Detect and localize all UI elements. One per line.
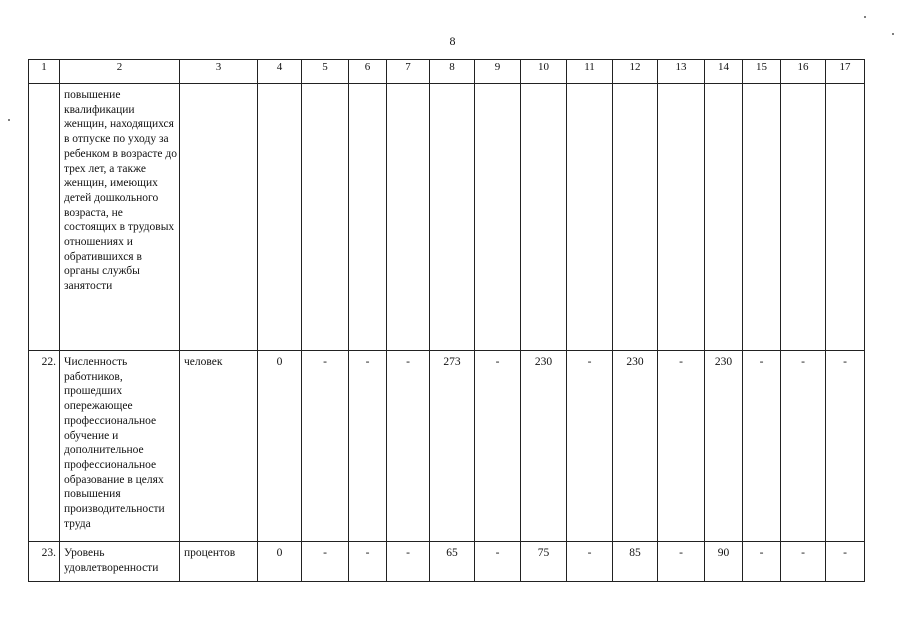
value-cell: 85	[613, 542, 658, 582]
indicator-table	[28, 59, 865, 582]
value-cell: -	[302, 542, 349, 582]
indicator-name: повышение квалификации женщин, находящихся в отпуске по уходу за ребенком в возрасте до трех лет, а также женщин, имеющих детей дошкольного возраста, не состоящих в трудовых отношениях и обратившихся в органы службы занятости	[60, 84, 180, 351]
value-cell: -	[475, 351, 521, 542]
row-number	[29, 84, 60, 351]
unit-cell: человек	[180, 351, 258, 542]
value-cell	[387, 84, 430, 351]
value-cell: 230	[521, 351, 567, 542]
value-cell: 65	[430, 542, 475, 582]
value-cell	[430, 84, 475, 351]
value-cell	[781, 84, 826, 351]
value-cell	[658, 84, 705, 351]
value-cell	[258, 84, 302, 351]
value-cell: -	[743, 351, 781, 542]
table-row-22	[29, 351, 865, 542]
value-cell: -	[567, 351, 613, 542]
value-cell	[705, 84, 743, 351]
header-cell: 11	[567, 60, 613, 84]
row-number: 22.	[29, 351, 60, 542]
header-row	[29, 60, 865, 84]
value-cell	[743, 84, 781, 351]
value-cell	[826, 84, 865, 351]
scan-speck	[8, 119, 10, 121]
header-cell: 5	[302, 60, 349, 84]
value-cell	[567, 84, 613, 351]
scan-speck	[864, 16, 866, 18]
header-cell: 16	[781, 60, 826, 84]
header-cell: 13	[658, 60, 705, 84]
header-cell: 10	[521, 60, 567, 84]
scan-speck	[892, 33, 894, 35]
value-cell: -	[658, 351, 705, 542]
value-cell: 0	[258, 542, 302, 582]
value-cell: -	[387, 351, 430, 542]
value-cell	[349, 84, 387, 351]
value-cell: 90	[705, 542, 743, 582]
value-cell: 230	[705, 351, 743, 542]
value-cell: -	[826, 542, 865, 582]
value-cell	[302, 84, 349, 351]
page-number: 8	[449, 34, 456, 48]
value-cell: -	[349, 351, 387, 542]
value-cell: -	[658, 542, 705, 582]
header-cell: 3	[180, 60, 258, 84]
header-cell: 17	[826, 60, 865, 84]
value-cell: -	[349, 542, 387, 582]
value-cell: -	[781, 351, 826, 542]
header-cell: 7	[387, 60, 430, 84]
header-cell: 14	[705, 60, 743, 84]
table-row-continuation	[29, 84, 865, 351]
header-cell: 4	[258, 60, 302, 84]
value-cell	[521, 84, 567, 351]
value-cell: 75	[521, 542, 567, 582]
value-cell: -	[826, 351, 865, 542]
value-cell: -	[475, 542, 521, 582]
unit-cell: процентов	[180, 542, 258, 582]
indicator-name: Численность работников, прошедших опережающее профессиональное обучение и дополнительное профессиональное образование в целях повышения производительности труда	[60, 351, 180, 542]
value-cell: -	[743, 542, 781, 582]
header-cell: 9	[475, 60, 521, 84]
value-cell: -	[781, 542, 826, 582]
header-cell: 1	[29, 60, 60, 84]
row-number: 23.	[29, 542, 60, 582]
header-cell: 6	[349, 60, 387, 84]
value-cell: 0	[258, 351, 302, 542]
value-cell: -	[302, 351, 349, 542]
value-cell: 230	[613, 351, 658, 542]
value-cell: -	[387, 542, 430, 582]
value-cell	[613, 84, 658, 351]
table-row-23	[29, 542, 865, 582]
indicator-name: Уровень удовлетворенности	[60, 542, 180, 582]
header-cell: 8	[430, 60, 475, 84]
value-cell: -	[567, 542, 613, 582]
unit-cell	[180, 84, 258, 351]
header-cell: 15	[743, 60, 781, 84]
header-cell: 12	[613, 60, 658, 84]
header-cell: 2	[60, 60, 180, 84]
value-cell: 273	[430, 351, 475, 542]
value-cell	[475, 84, 521, 351]
